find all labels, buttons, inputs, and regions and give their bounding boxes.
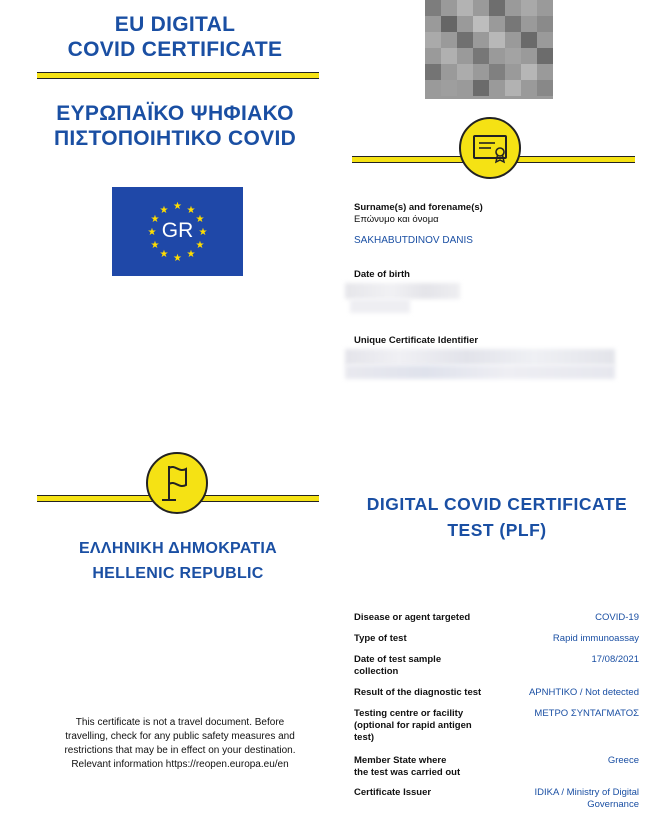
svg-text:★: ★ <box>186 205 196 216</box>
row-member-state-label: Member State where the test was carried out <box>354 755 461 778</box>
test-title <box>352 491 642 543</box>
row-date-label: Date of test sample collection <box>354 654 442 677</box>
holder-name-value: SAKHABUTDINOV DANIS <box>354 235 473 246</box>
svg-text:★: ★ <box>150 240 160 251</box>
svg-text:★: ★ <box>195 240 205 251</box>
dob-value-redacted-2 <box>350 299 410 313</box>
republic-name-el: ΕΛΛΗΝΙΚΗ ΔΗΜΟΚΡΑΤΙΑ <box>78 540 278 557</box>
republic-name <box>30 536 326 586</box>
svg-text:★: ★ <box>186 249 196 260</box>
row-disease-value: COVID-19 <box>595 612 639 623</box>
cover-title-en-line2: COVID CERTIFICATE <box>67 38 283 61</box>
republic-name-en: HELLENIC REPUBLIC <box>92 565 264 582</box>
row-result-value: ΑΡΝΗΤΙΚΟ / Not detected <box>528 687 639 698</box>
row-facility-value: ΜΕΤΡΟ ΣΥΝΤΑΓΜΑΤΟΣ <box>534 708 639 719</box>
row-facility-label: Testing centre or facility (optional for rapid antigen test) <box>354 708 472 743</box>
svg-text:★: ★ <box>195 214 205 225</box>
test-title-line2: TEST (PLF) <box>447 520 547 540</box>
dob-value-redacted <box>345 283 460 299</box>
country-code: GR <box>161 219 194 242</box>
qr-code <box>425 0 553 99</box>
row-issuer-value: IDIKA / Ministry of Digital Governance <box>534 787 639 810</box>
row-issuer-label: Certificate Issuer <box>354 787 432 798</box>
svg-text:★: ★ <box>147 227 157 238</box>
svg-text:★: ★ <box>159 205 169 216</box>
travel-notice-line4: Relevant information https://reopen.europa.eu/en <box>71 759 289 770</box>
uci-value-redacted <box>345 349 615 365</box>
cover-title-el-line2: ΠΙΣΤΟΠΟΙΗΤΙΚΟ COVID <box>53 127 297 150</box>
flag-icon <box>148 454 206 512</box>
holder-emblem <box>459 117 521 179</box>
row-type-value: Rapid immunoassay <box>552 633 639 644</box>
dob-label: Date of birth <box>354 269 410 280</box>
travel-notice-line3: restrictions that may be in effect on your destination. <box>64 745 296 756</box>
svg-text:★: ★ <box>173 201 182 212</box>
row-type-label: Type of test <box>354 633 407 644</box>
holder-name-label-el: Επώνυμο και όνομα <box>354 214 439 225</box>
cover-title-el-line1: ΕΥΡΩΠΑΪΚΟ ΨΗΦΙΑΚΟ <box>56 102 294 125</box>
row-member-state-value: Greece <box>607 755 639 766</box>
travel-notice-line1: This certificate is not a travel document. Before <box>75 717 285 728</box>
eu-flag <box>112 187 243 276</box>
svg-text:★: ★ <box>150 214 160 225</box>
travel-notice-line2: travelling, check for any public safety measures and <box>65 731 295 742</box>
cover-title-en-line1: EU DIGITAL <box>114 13 236 36</box>
republic-emblem <box>146 452 208 514</box>
svg-text:★: ★ <box>198 227 208 238</box>
row-date-value: 17/08/2021 <box>591 654 639 665</box>
uci-value-redacted-2 <box>345 365 615 379</box>
travel-notice <box>40 716 320 772</box>
certificate-icon <box>461 119 519 177</box>
row-disease-label: Disease or agent targeted <box>354 612 471 623</box>
cover-title-el <box>30 101 320 151</box>
row-result-label: Result of the diagnostic test <box>354 687 482 698</box>
svg-text:★: ★ <box>159 249 169 260</box>
cover-divider <box>37 73 319 78</box>
cover-title-en <box>30 12 320 62</box>
holder-name-label: Surname(s) and forename(s) <box>354 202 483 213</box>
svg-text:★: ★ <box>173 253 182 264</box>
test-title-line1: DIGITAL COVID CERTIFICATE <box>366 494 628 514</box>
uci-label: Unique Certificate Identifier <box>354 335 479 346</box>
